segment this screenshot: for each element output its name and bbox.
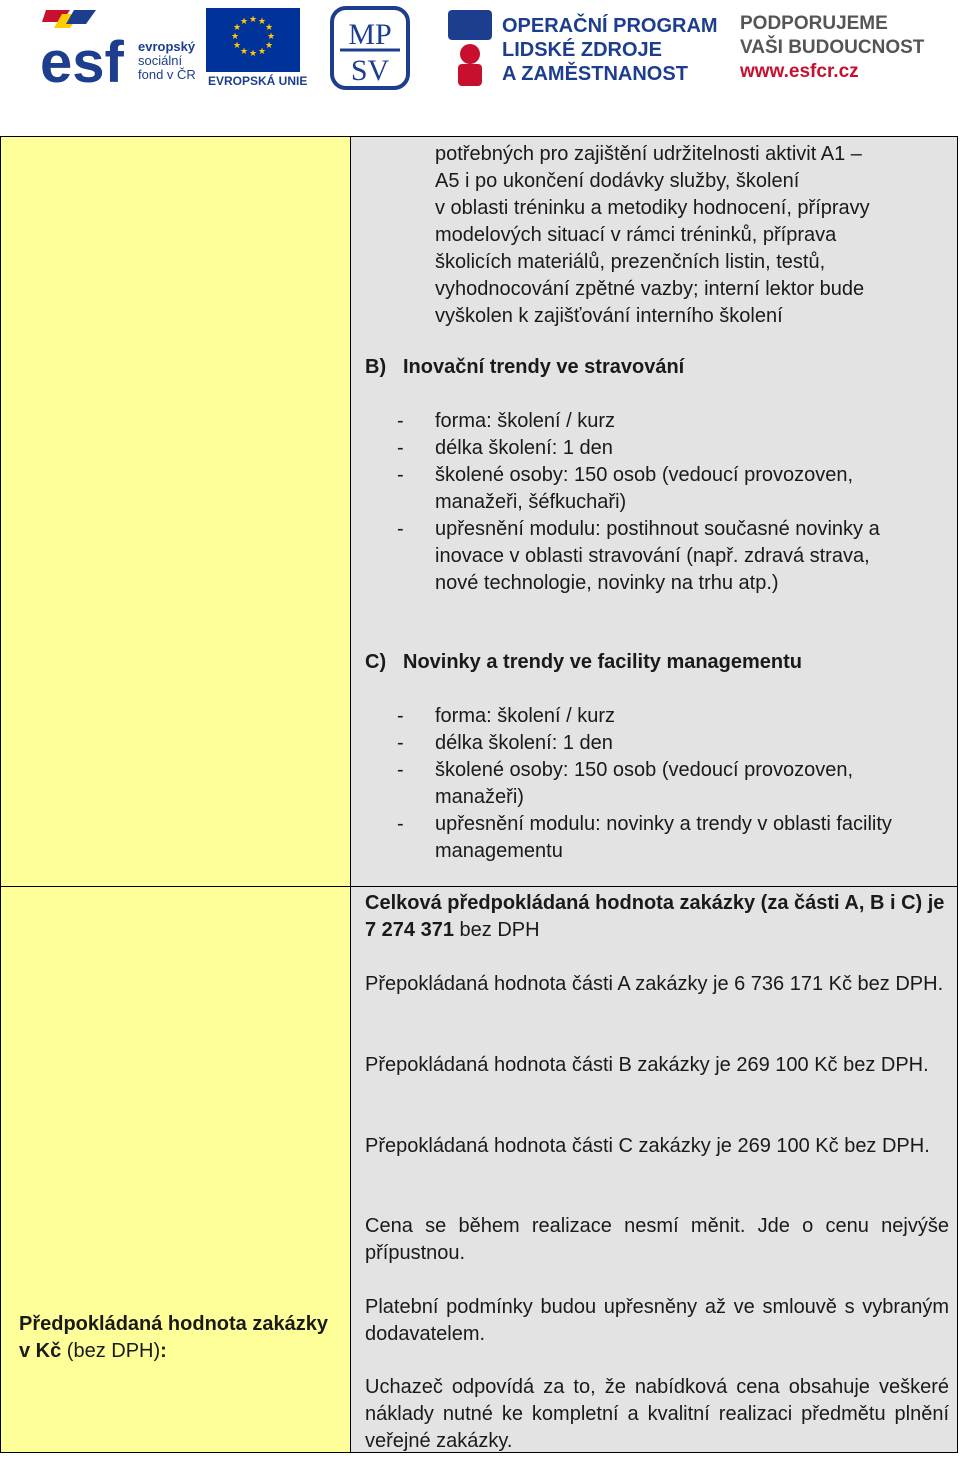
list-item: - forma: školení / kurz [397, 408, 917, 435]
logo-header [0, 0, 960, 100]
mpsv-emblem-icon [330, 6, 410, 90]
list-item: - upřesnění modulu: novinky a trendy v oblasti facility managementu [397, 811, 917, 865]
eu-flag-icon [206, 8, 300, 72]
bidder-note: Uchazeč odpovídá za to, že nabídková cena obsahuje veškeré náklady nutné ke kompletní a kvalitní realizaci předmětu plnění veřejné zakázky. [365, 1376, 949, 1452]
continued-text: potřebných pro zajištění udržitelnosti aktivit A1 – A5 i po ukončení dodávky služby, školení v oblasti tréninku a metodiky hodnocení, přípravy modelových situací v rámci tréninků, příprava školicích materiálů, prezenčních listin, testů, vyhodnocování zpětné vazby; interní lektor bude vyškolen k zajišťování interního školení [435, 143, 870, 327]
svg-text:★: ★ [266, 32, 276, 42]
list-item: - školené osoby: 150 osob (vedoucí provozoven, manažeři, šéfkuchaři) [397, 462, 917, 516]
list-item: - upřesnění modulu: postihnout současné novinky a inovace v oblasti stravování (např. zdravá strava, nové technologie, novinky na trhu atp.) [397, 516, 917, 597]
op-title: OPERAČNÍ PROGRAM LIDSKÉ ZDROJE A ZAMĚSTNANOST [502, 15, 718, 85]
payment-note: Platební podmínky budou upřesněny až ve smlouvě s vybraným dodavatelem. [365, 1296, 949, 1345]
svg-text:★: ★ [264, 41, 274, 51]
svg-text:★: ★ [248, 49, 258, 59]
svg-text:★: ★ [248, 15, 258, 25]
svg-text:SV: SV [350, 54, 390, 87]
content-cell [351, 137, 958, 887]
section-c-list [397, 703, 917, 865]
label-cell-empty [0, 137, 351, 887]
svg-text:★: ★ [264, 23, 274, 33]
svg-text:MP: MP [348, 18, 392, 51]
price-label: Předpokládaná hodnota zakázky v Kč (bez DPH): [19, 1313, 328, 1362]
section-b-list [397, 408, 917, 597]
tender-table [0, 136, 958, 1453]
part-a-value: Přepokládaná hodnota části A zakázky je 6 736 171 Kč bez DPH. [365, 973, 944, 995]
part-b-value: Přepokládaná hodnota části B zakázky je 269 100 Kč bez DPH. [365, 1054, 929, 1076]
list-item: - délka školení: 1 den [397, 730, 917, 757]
total-value: Celková předpokládaná hodnota zakázky (za části A, B i C) je 7 274 371 bez DPH [365, 892, 945, 941]
op-lzz-logo [444, 6, 724, 90]
svg-text:★: ★ [232, 41, 242, 51]
list-item: - školené osoby: 150 osob (vedoucí provozoven, manažeři) [397, 757, 917, 811]
eu-caption: EVROPSKÁ UNIE [208, 74, 308, 88]
svg-text:★: ★ [230, 32, 240, 42]
label-cell [0, 887, 351, 1453]
table-row [0, 137, 958, 887]
podporujeme-slogan: PODPORUJEME VAŠI BUDOUCNOST www.esfcr.cz [740, 13, 925, 82]
svg-text:★: ★ [257, 47, 267, 57]
section-c-heading: C) Novinky a trendy ve facility managementu [365, 651, 803, 673]
list-item: - forma: školení / kurz [397, 703, 917, 730]
part-c-value: Přepokládaná hodnota části C zakázky je 269 100 Kč bez DPH. [365, 1135, 930, 1157]
svg-text:★: ★ [257, 17, 267, 27]
esf-logo [40, 8, 200, 88]
list-item: - délka školení: 1 den [397, 435, 917, 462]
price-content-cell [351, 887, 958, 1453]
svg-text:★: ★ [239, 47, 249, 57]
price-note: Cena se během realizace nesmí měnit. Jde o cenu nejvýše přípustnou. [365, 1215, 949, 1264]
esfcr-url: www.esfcr.cz [740, 61, 859, 82]
mpsv-logo [330, 6, 410, 90]
table-row [0, 887, 958, 1453]
svg-text:★: ★ [232, 23, 242, 33]
esf-caption: evropský sociální fond v ČR [138, 39, 196, 82]
svg-text:esf: esf [40, 30, 124, 88]
eu-logo [206, 8, 308, 88]
op-figure-icon [444, 6, 496, 88]
section-b-heading: B) Inovační trendy ve stravování [365, 356, 685, 378]
svg-text:★: ★ [239, 17, 249, 27]
esf-mark-icon [40, 8, 136, 88]
